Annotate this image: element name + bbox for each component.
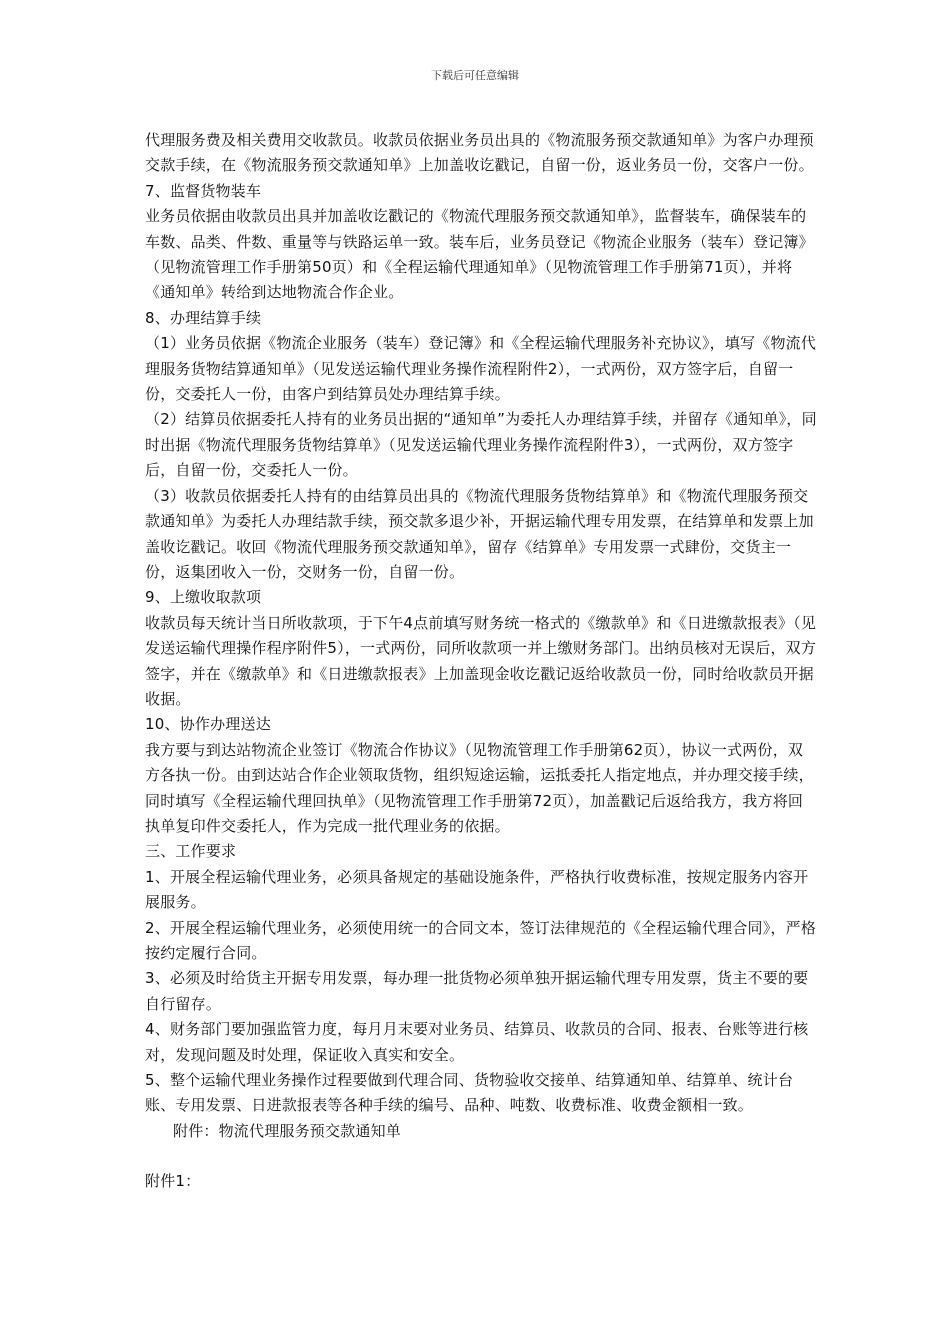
requirement-item-4: 4、财务部门要加强监管力度，每月月末要对业务员、结算员、收款员的合同、报表、台账等进行核对，发现问题及时处理，保证收入真实和安全。 — [145, 1020, 809, 1064]
paragraph-delivery-cooperation: 我方要与到达站物流企业签订《物流合作协议》（见物流管理工作手册第62页），协议一式两份，双方各执一份。由到达站合作企业领取货物，组织短途运输，运抵委托人指定地点，并办理交接手续，同时填写《全程运输代理回执单》（见物流管理工作手册第72页），加盖戳记后返给我方，我方将回执单复印件交委托人，作为完成一批代理业务的依据。 — [145, 740, 814, 835]
paragraph-settlement-1: （1）业务员依据《物流企业服务（装车）登记簿》和《全程运输代理服务补充协议》，填写《物流代理服务货物结算通知单》（见发送运输代理业务操作流程附件2），一式两份，双方签字后，自留一份，交委托人一份，由客户到结算员处办理结算手续。 — [145, 334, 817, 404]
section-heading-9: 9、上缴收取款项 — [145, 588, 262, 607]
section-heading-7: 7、监督货物装车 — [145, 181, 262, 200]
requirement-item-1: 1、开展全程运输代理业务，必须具备规定的基础设施条件，严格执行收费标准，按规定服务内容开展服务。 — [145, 867, 809, 912]
paragraph-settlement-3: （3）收款员依据委托人持有的由结算员出具的《物流代理服务货物结算单》和《物流代理服务预交款通知单》为委托人办理结款手续，预交款多退少补，开据运输代理专用发票，在结算单和发票上加盖收讫戳记。收回《物流代理服务预交款通知单》，留存《结算单》专用发票一式肆份，交货主一份，返集团收入一份，交财务一份，自留一份。 — [145, 486, 814, 581]
section-heading-10: 10、协作办理送达 — [145, 715, 271, 734]
section-heading-requirements: 三、工作要求 — [145, 842, 237, 861]
attachment-title: 附件1： — [145, 1172, 201, 1191]
paragraph-settlement-2: （2）结算员依据委托人持有的业务员出据的“通知单”为委托人办理结算手续，并留存《通知单》，同时出据《物流代理服务货物结算单》（见发送运输代理业务操作流程附件3），一式两份，双方签字后，自留一份，交委托人一份。 — [145, 410, 817, 480]
attachment-note: 附件：物流代理服务预交款通知单 — [173, 1121, 402, 1140]
requirement-item-2: 2、开展全程运输代理业务，必须使用统一的合同文本，签订法律规范的《全程运输代理合同》，严格按约定履行合同。 — [145, 918, 817, 962]
requirement-item-3: 3、必须及时给货主开据专用发票，每办理一批货物必须单独开据运输代理专用发票，货主不要的要自行留存。 — [145, 969, 809, 1013]
requirement-item-5: 5、整个运输代理业务操作过程要做到代理合同、货物验收交接单、结算通知单、结算单、统计台账、专用发票、日进款报表等各种手续的编号、品种、吨数、收费标准、收费金额相一致。 — [145, 1071, 794, 1115]
blank-line — [145, 1144, 817, 1169]
section-heading-8: 8、办理结算手续 — [145, 308, 262, 327]
paragraph-fee-payment: 代理服务费及相关费用交收款员。收款员依据业务员出具的《物流服务预交款通知单》为客户办理预交款手续，在《物流服务预交款通知单》上加盖收讫戳记，自留一份，返业务员一份，交客户一份。 — [145, 131, 814, 175]
page-header: 下载后可任意编辑 — [431, 69, 519, 82]
paragraph-payment-submission: 收款员每天统计当日所收款项，于下午4点前填写财务统一格式的《缴款单》和《日进缴款报表》（见发送运输代理操作程序附件5），一式两份，同所收款项一并上缴财务部门。出纳员核对无误后，双方签字，并在《缴款单》和《日进缴款报表》上加盖现金收讫戳记返给收款员一份，同时给收款员开据收据。 — [145, 613, 817, 708]
paragraph-loading-supervision: 业务员依据由收款员出具并加盖收讫戳记的《物流代理服务预交款通知单》，监督装车，确保装车的车数、品类、件数、重量等与铁路运单一致。装车后，业务员登记《物流企业服务（装车）登记簿》（见物流管理工作手册第50页）和《全程运输代理通知单》（见物流管理工作手册第71页），并将《通知单》转给到达地物流合作企业。 — [145, 207, 814, 302]
document-body — [145, 128, 817, 1195]
